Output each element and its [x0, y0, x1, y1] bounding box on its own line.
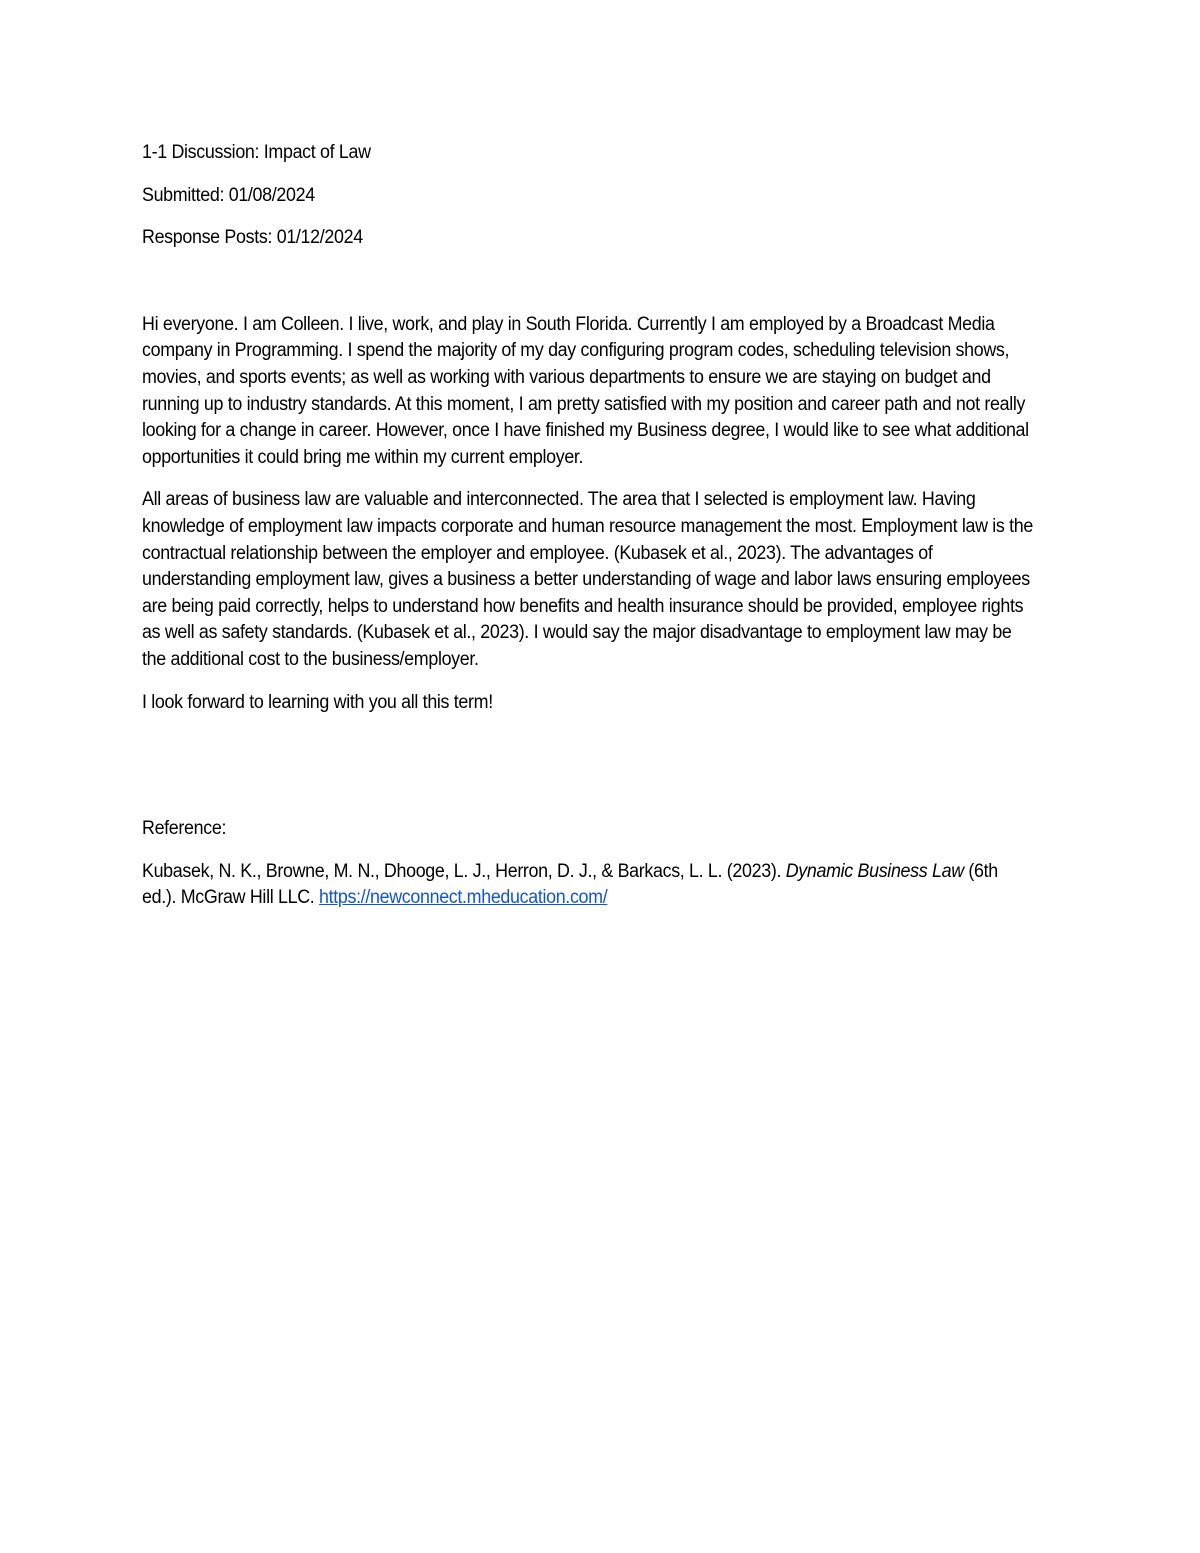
employment-law-paragraph: [142, 487, 1034, 673]
intro-line: company in Programming. I spend the majority of my day configuring program codes, scheduling television shows,: [142, 340, 1010, 362]
citation-publisher: ed.). McGraw Hill LLC.: [142, 887, 320, 909]
book-title: Dynamic Business Law: [785, 860, 964, 882]
intro-line: Hi everyone. I am Colleen. I live, work, and play in South Florida. Currently I am employed by a Broadcast Media: [142, 313, 995, 335]
law-line: knowledge of employment law impacts corporate and human resource management the most. Employment law is the: [142, 515, 1034, 537]
citation-line-1: [142, 861, 998, 882]
citation-edition: (6th: [963, 860, 998, 882]
law-line: contractual relationship between the employer and employee. (Kubasek et al., 2023). The advantages of: [142, 542, 933, 564]
intro-line: looking for a change in career. However, once I have finished my Business degree, I would like to see what additional: [142, 420, 1029, 442]
reference-link[interactable]: https://newconnect.mheducation.com/: [319, 887, 608, 909]
document-body: [142, 140, 1034, 912]
intro-paragraph: [142, 312, 1029, 472]
reference-heading: Reference:: [142, 818, 227, 840]
discussion-title: 1-1 Discussion: Impact of Law: [142, 142, 371, 163]
citation-authors: Kubasek, N. K., Browne, M. N., Dhooge, L. J., Herron, D. J., & Barkacs, L. L. (2023).: [142, 860, 786, 882]
response-posts-date: Response Posts: 01/12/2024: [142, 227, 363, 249]
submitted-date: Submitted: 01/08/2024: [142, 184, 315, 206]
intro-line: running up to industry standards. At this moment, I am pretty satisfied with my position and career path and not really: [142, 393, 1026, 415]
law-line: the additional cost to the business/employer.: [142, 648, 479, 670]
citation-line-2: [142, 887, 607, 908]
closing-paragraph: I look forward to learning with you all this term!: [142, 691, 493, 713]
law-line: All areas of business law are valuable and interconnected. The area that I selected is employment law. Having: [142, 489, 976, 511]
intro-line: movies, and sports events; as well as working with various departments to ensure we are staying on budget and: [142, 366, 991, 388]
law-line: understanding employment law, gives a business a better understanding of wage and labor laws ensuring employees: [142, 569, 1030, 591]
law-line: are being paid correctly, helps to understand how benefits and health insurance should be provided, employee rights: [142, 595, 1024, 617]
reference-citation: [142, 859, 1016, 912]
law-line: as well as safety standards. (Kubasek et al., 2023). I would say the major disadvantage to employment law may be: [142, 622, 1012, 644]
intro-line: opportunities it could bring me within my current employer.: [142, 446, 584, 468]
